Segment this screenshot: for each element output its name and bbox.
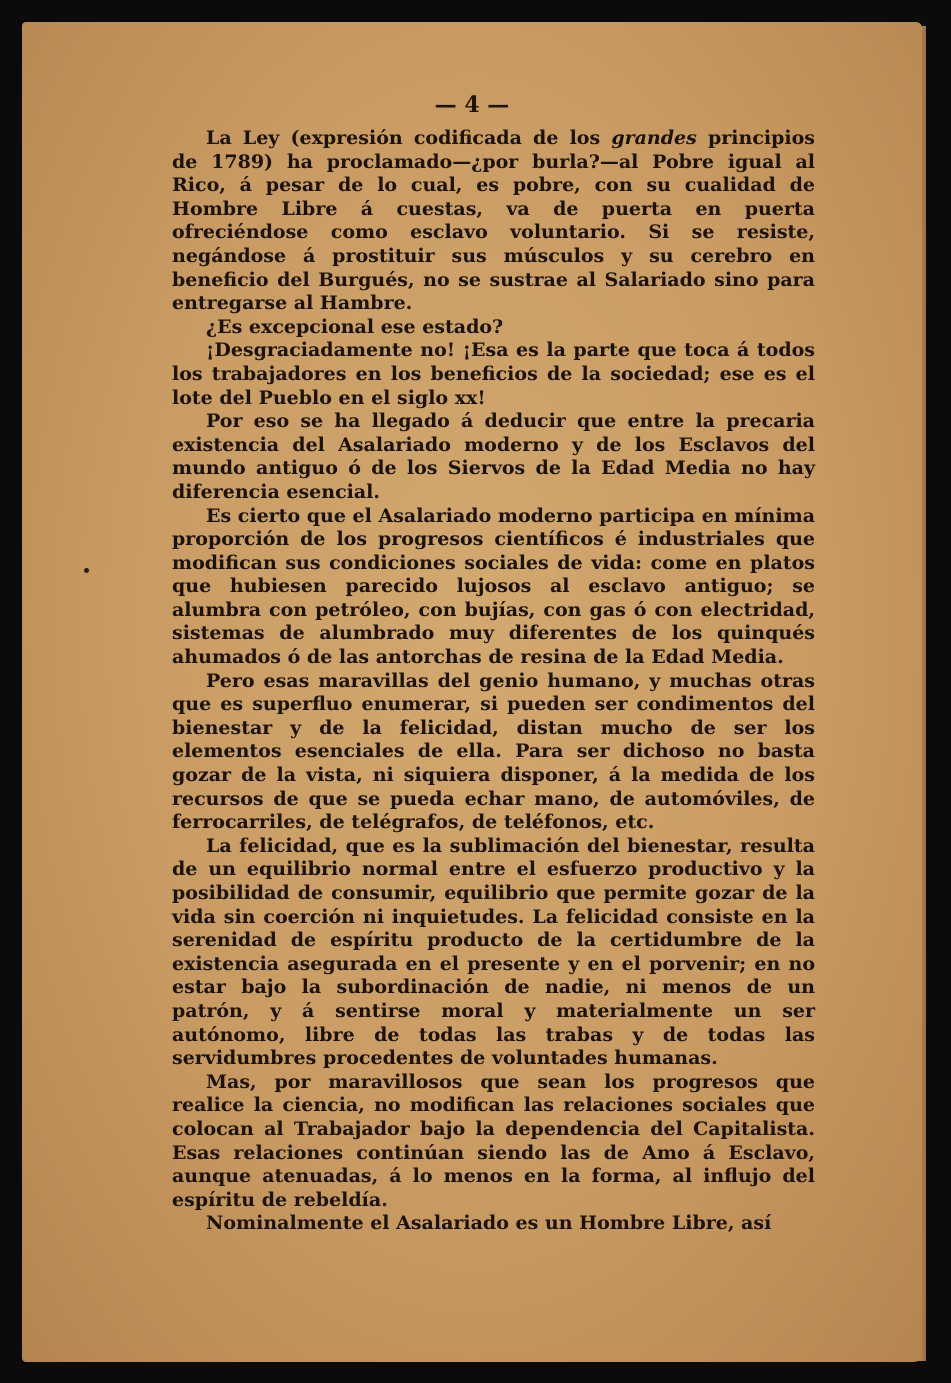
paragraph-1-italic: grandes <box>611 127 697 149</box>
ink-mark <box>84 568 89 573</box>
paragraph-1-text-start: La Ley (expresión codificada de los <box>206 127 612 149</box>
paragraph-8: Mas, por maravillosos que sean los progresos que realice la ciencia, no modifican las relaciones sociales que colocan al Trabajador bajo la dependencia del Capitalista. Esas relaciones continúan siendo las de Amo á Esclavo, aunque atenuadas, á lo menos en la forma, al influjo del espíritu de rebeldía. <box>172 1070 815 1211</box>
paragraph-1-text-end: principios de 1789) ha proclamado—¿por burla?—al Pobre igual al Rico, á pesar de lo cual, es pobre, con su cualidad de Hombre Libre á cuestas, va de puerta en puerta ofreciéndose como esclavo voluntario. Si se resiste, negándose á prostituir sus músculos y su cerebro en beneficio del Burgués, no se sustrae al Salariado sino para entregarse al Hambre. <box>172 127 815 315</box>
paragraph-1 <box>172 127 815 316</box>
paragraph-7: La felicidad, que es la sublimación del bienestar, resulta de un equilibrio normal entre el esfuerzo productivo y la posibilidad de consumir, equilibrio que permite gozar de la vida sin coerción ni inquietudes. La felicidad consiste en la serenidad de espíritu producto de la certidumbre de la existencia asegurada en el presente y en el porvenir; en no estar bajo la subordinación de nadie, ni menos de un patrón, y á sentirse moral y materialmente un ser autónomo, libre de todas las trabas y de todas las servidumbres procedentes de voluntades humanas. <box>172 834 815 1070</box>
body-text <box>172 127 815 1236</box>
book-page <box>22 22 922 1362</box>
paragraph-4: Por eso se ha llegado á deducir que entre la precaria existencia del Asalariado moderno y de los Esclavos del mundo antiguo ó de los Siervos de la Edad Media no hay diferencia esencial. <box>172 410 815 503</box>
paragraph-5: Es cierto que el Asalariado moderno participa en mínima proporción de los progresos científicos é industriales que modifican sus condiciones sociales de vida: come en platos que hubiesen parecido lujosos al esclavo antiguo; se alumbra con petróleo, con bujías, con gas ó con electridad, sistemas de alumbrado muy diferentes de los quinqués ahumados ó de las antorchas de resina de la Edad Media. <box>172 504 816 669</box>
paragraph-3: ¡Desgraciadamente no! ¡Esa es la parte que toca á todos los trabajadores en los beneficios de la sociedad; ese es el lote del Pueblo en el siglo xx! <box>172 339 815 409</box>
page-number: — 4 — <box>434 92 510 118</box>
paragraph-2: ¿Es excepcional ese estado? <box>206 315 504 338</box>
paragraph-6: Pero esas maravillas del genio humano, y muchas otras que es superfluo enumerar, si pueden ser condimentos del bienestar y de la felicidad, distan mucho de ser los elementos esenciales de ella. Para ser dichoso no basta gozar de la vista, ni siquiera disponer, á la medida de los recursos de que se pueda echar mano, de automóviles, de ferrocarriles, de telégrafos, de teléfonos, etc. <box>172 669 815 834</box>
paragraph-9: Nominalmente el Asalariado es un Hombre Libre, así <box>206 1212 772 1235</box>
